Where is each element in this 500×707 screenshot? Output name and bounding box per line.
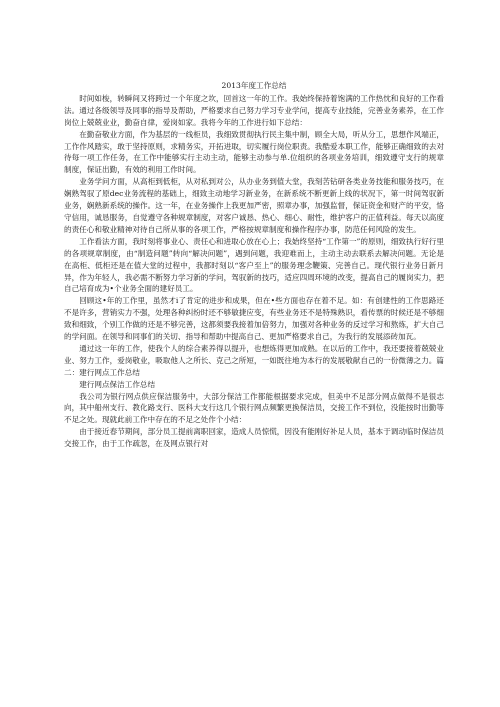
- document-page: [64, 80, 444, 450]
- paragraph-work-attitude: 工作看法方面，我时刻将事业心、责任心和进取心放在心上；我始终坚持“工作第一”的原则，细致执行好行里的各项规章制度，由“制造问题”转向“解决问题”，遇到问题，我迎难而上，主动主动去联系去解决问题。无论是在高柜、低柜还是在值大堂的过程中，我都时刻以“客户至上”的服务理念鞭策、完善自己。现代银行业务日新月异，作为年轻人，我必需不断努力学习新的学问，驾驭新的技巧，适应四周环境的改变，提高自己的履岗实力，把自己培育成为•个业务全面的建好员工。: [64, 236, 444, 294]
- paragraph-cleaning-service: 我公司为银行网点供应保洁服务中，大部分保洁工作都能根据要求完成，但美中不足部分网点做得不是很志向，其中船州支行、教化路支行、医科大支行这几个银行网点频繁更换保洁员，交接工作不到位，没能按时出勤等不足之处。现就此前工作中存在的不足之处作个小结：: [64, 391, 444, 425]
- paragraph-conclusion: 通过这一年的工作，使我个人的综合素养得以提升，也想炼得更加成熟。在以后的工作中，我还要接着兢兢业业、努力工作，爱岗敬业，吸取他人之所长、克己之所短，一如既往地为本行的发展敬献自己的一份微薄之力。篇二：建行网点工作总结: [64, 343, 444, 377]
- paragraph-diligence: 在勤奋敬业方面，作为基层的一线柜员，我细致贯彻执行民主集中制，顾全大局，听从分工，思想作风端正，工作作风踏实，敢于坚持原则，求精务实，开拓进取，切实履行岗位职责。我酷爱本职工作，能够正确细致的去对待每一项工作任务，在工作中能够实行主动主动，能够主动参与单.位组织的各项业务培训，细致遵守支行的规章制度，保证出勤，有效的利用工作时间。: [64, 129, 444, 175]
- paragraph-review: 回顾这•年的工作里，虽然才i了肯定的进步和成果，但在•些方面也存在着不足。如：有创建性的工作思路还不是许多，营销实力不强，处理各种纠纷时还不够敏捷应变，有些业务还不是特殊熟识，看传票的时候还是不够细致和细致，个别工作做的还是不够完善，这都须要我接着加倍努力，加强对各种业务的反过学习和熬炼，扩大自己的学问面。在领导和同事们的关切、指导和帮助中提高自己、更加严格要求自己，为我行的发展添砖加瓦。: [64, 296, 444, 342]
- paragraph-spring-festival: 由于接近春节期间，部分员工提前离职回家，造成人员惊慌，因没有能刚好补足人员，基本于调动临时保洁员交接工作，由于工作疏忽，在及网点银行对: [64, 427, 444, 449]
- section-heading-cleaning: 建行网点保洁工作总结: [79, 379, 156, 389]
- paragraph-intro: 时间如梭，转瞬间又将跨过一个年度之坎，回首这一年的工作。我始终保持着饱满的工作热忱和良好的工作看法。通过各级领导及同事的指导及帮助，严格要求自己努力学习专业学问，提高专业技能，完善业务素养，在工作岗位上兢兢业业，勤奋自律，爱岗如家。我将今年的工作进行如下总结：: [64, 93, 444, 127]
- document-title: 2013年度工作总结: [221, 81, 287, 90]
- paragraph-business-knowledge: 业务学问方面，从高柜到低柜，从对私到对公，从办业务到值大堂，我刻苦钻研各类业务技能和服务技巧，在娴熟驾驭了原dec业务流程的基础上，细致主动地学习新业务，在新系统不断更新上线的状况下，第一时间驾驭新业务，娴熟新系统的操作。这一年，在业务操作上我更加严密，照章办事，加强监督，保证资金和财产的平安，恪守信用，诚恳服务，自觉遵守各种规章制度，对客户诚恳、热心、细心、耐性，维护客户的正值利益。每天以高度的责任心和敬业精神对待自己所从事的各项工作，严格按规章制度和操作程序办事，防范任何风险的发生。: [64, 177, 444, 234]
